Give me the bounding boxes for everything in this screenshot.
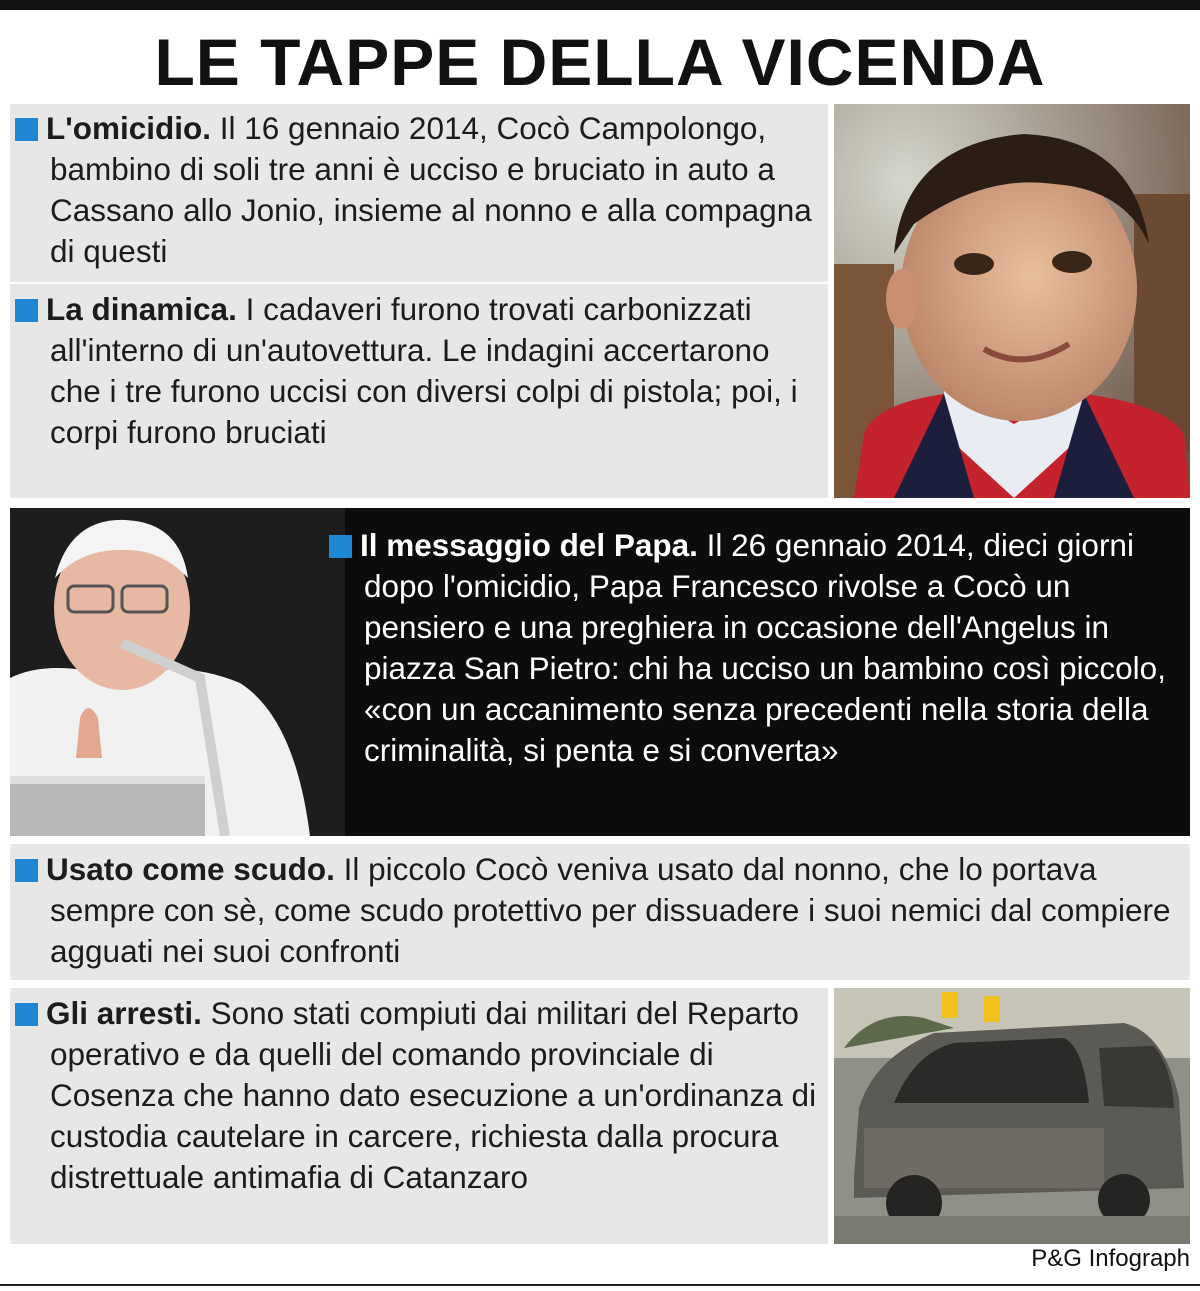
section-heading: Il messaggio del Papa.	[360, 527, 698, 563]
section-body: Sono stati compiuti dai militari del Reparto operativo e da quelli del comando provinciale di Cosenza che hanno dato esecuzione a un'ordinanza di custodia cautelare in carcere, richiesta dalla procura distrettuale antimafia di Catanzaro	[50, 995, 817, 1195]
bullet-square-icon	[15, 299, 38, 322]
section-heading: Gli arresti.	[46, 995, 202, 1031]
page-title: LE TAPPE DELLA VICENDA	[154, 25, 1046, 99]
section-heading: L'omicidio.	[46, 110, 211, 146]
section-scudo	[46, 849, 1185, 972]
section-heading: Usato come scudo.	[46, 851, 335, 887]
bullet-square-icon	[329, 535, 352, 558]
burnt-car-image	[834, 988, 1190, 1244]
section-heading: La dinamica.	[46, 291, 237, 327]
bullet-square-icon	[15, 1003, 38, 1026]
pope-portrait-image	[10, 508, 345, 836]
bullet-square-icon	[15, 859, 38, 882]
section-arresti	[46, 993, 820, 1198]
section-body: Il 26 gennaio 2014, dieci giorni dopo l'omicidio, Papa Francesco rivolse a Cocò un pensiero e una preghiera in occasione dell'Angelus in piazza San Pietro: chi ha ucciso un bambino così piccolo, «con un accanimento senza precedenti nella storia della criminalità, si penta e si converta»	[364, 527, 1166, 768]
section-body: Il piccolo Cocò veniva usato dal nonno, che lo portava sempre con sè, come scudo protettivo per dissuadere i suoi nemici dal compiere agguati nei suoi confronti	[50, 851, 1171, 969]
section-papa	[360, 525, 1179, 771]
burnt-car-photo	[834, 988, 1190, 1244]
child-photo	[834, 104, 1190, 498]
child-portrait-image	[834, 104, 1190, 498]
top-rule	[0, 0, 1200, 10]
bullet-square-icon	[15, 118, 38, 141]
section-dinamica	[46, 289, 820, 453]
section-omicidio	[46, 108, 820, 272]
pope-photo	[10, 508, 345, 836]
bottom-rule	[0, 1284, 1200, 1286]
section-body: Il 16 gennaio 2014, Cocò Campolongo, bambino di soli tre anni è ucciso e bruciato in auto a Cassano allo Jonio, insieme al nonno e alla compagna di questi	[50, 110, 812, 269]
section-body: I cadaveri furono trovati carbonizzati all'interno di un'autovettura. Le indagini accertarono che i tre furono uccisi con diversi colpi di pistola; poi, i corpi furono bruciati	[50, 291, 798, 450]
credit-label: P&G Infograph	[1031, 1245, 1190, 1272]
